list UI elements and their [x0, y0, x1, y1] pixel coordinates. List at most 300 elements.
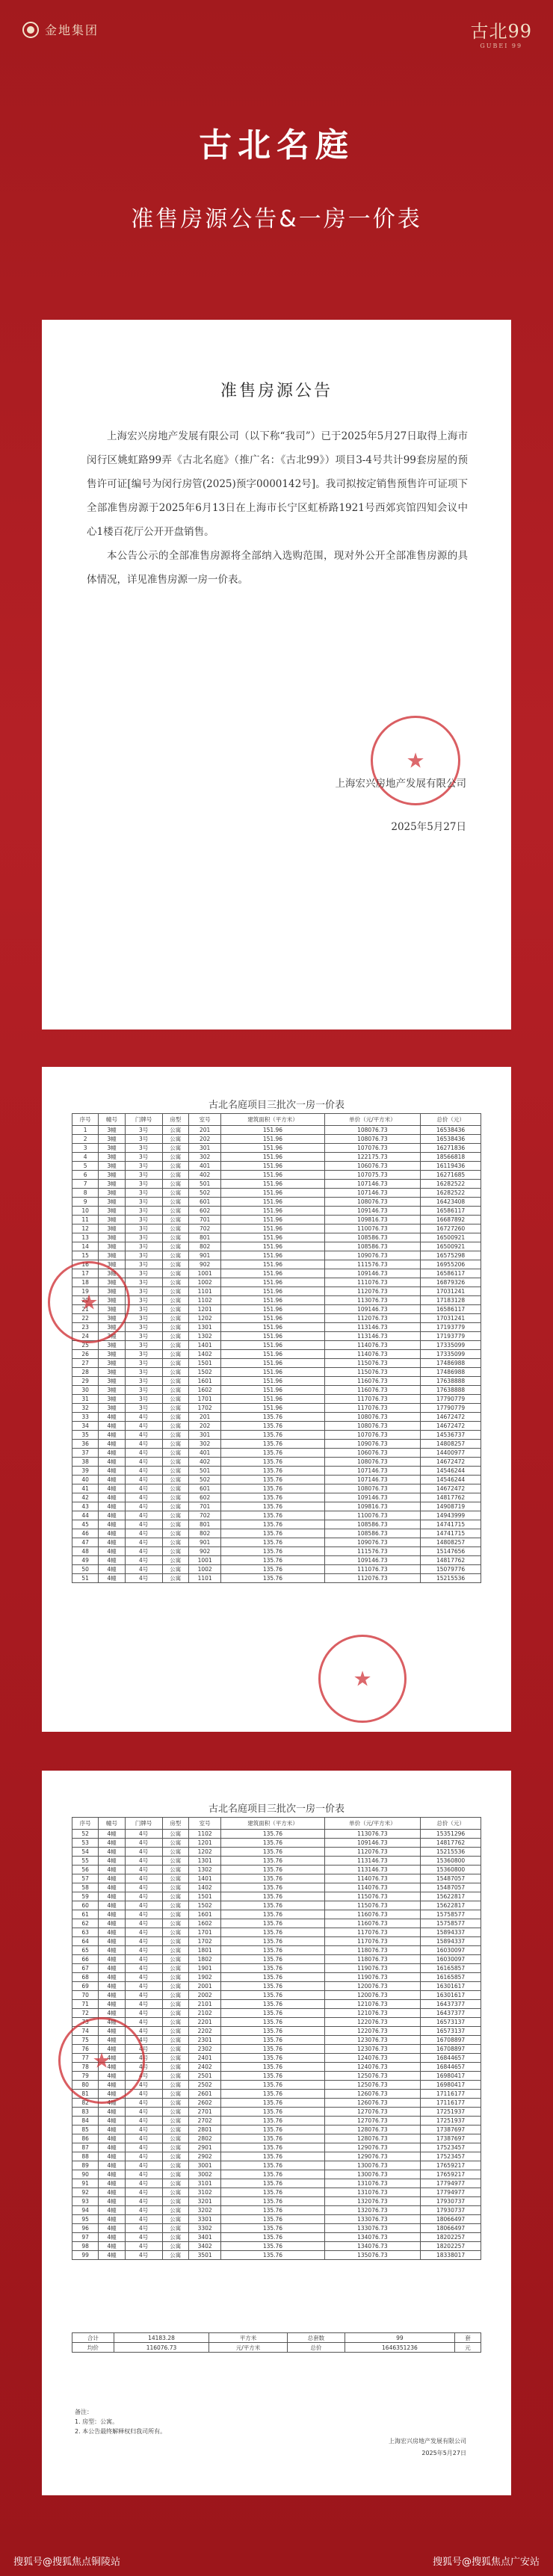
table-cell: 16980417: [421, 2072, 481, 2081]
table-cell: 16423408: [421, 1198, 481, 1207]
table-row: [72, 2197, 481, 2206]
table-cell: 4幢: [99, 1511, 125, 1520]
table-cell: 3号: [125, 1233, 162, 1242]
table-cell: 135.76: [221, 1484, 324, 1493]
table-cell: 4号: [125, 1484, 162, 1493]
table-cell: 3号: [125, 1386, 162, 1395]
table-date: 2025年5月27日: [421, 2450, 466, 2456]
table-cell: 1302: [188, 1332, 220, 1341]
table-cell: 17790779: [421, 1404, 481, 1413]
table-row: [72, 1982, 481, 1991]
table-cell: 3号: [125, 1269, 162, 1278]
table-cell: 16980417: [421, 2081, 481, 2090]
table-company: 上海宏兴房地产发展有限公司: [389, 2438, 466, 2445]
table-cell: 3幢: [99, 1216, 125, 1224]
brand-logo-icon: [22, 22, 39, 38]
table-cell: 135.76: [221, 1538, 324, 1547]
table-cell: 3号: [125, 1341, 162, 1350]
table-cell: 17523457: [421, 2143, 481, 2152]
table-cell: 65: [72, 1946, 99, 1955]
table-cell: 135.76: [221, 2108, 324, 2117]
table-cell: 公寓: [162, 1991, 188, 2000]
table-cell: 公寓: [162, 1162, 188, 1171]
table-cell: 151.96: [221, 1269, 324, 1278]
summary-cell: 均价: [72, 2343, 114, 2353]
table-cell: 公寓: [162, 1955, 188, 1964]
table-cell: 135.76: [221, 2099, 324, 2108]
table-cell: 4幢: [99, 2134, 125, 2143]
table-cell: 3002: [188, 2170, 220, 2179]
table-cell: 3幢: [99, 1189, 125, 1198]
table-cell: 69: [72, 1982, 99, 1991]
table-cell: 公寓: [162, 1395, 188, 1404]
table-cell: 4幢: [99, 2197, 125, 2206]
table-cell: 4号: [125, 2090, 162, 2099]
table-cell: 3幢: [99, 1242, 125, 1251]
table-row: [72, 1866, 481, 1874]
table-cell: 3幢: [99, 1251, 125, 1260]
table-cell: 公寓: [162, 1982, 188, 1991]
column-header: 序号: [72, 1818, 99, 1830]
table-cell: 4: [72, 1153, 99, 1162]
table-cell: 135.76: [221, 1431, 324, 1440]
table-cell: 151.96: [221, 1377, 324, 1386]
table-cell: 公寓: [162, 2018, 188, 2027]
table-row: [72, 1892, 481, 1901]
table-cell: 7: [72, 1180, 99, 1189]
table-cell: 4幢: [99, 1910, 125, 1919]
table-cell: 3号: [125, 1350, 162, 1359]
table-cell: 4幢: [99, 2018, 125, 2027]
table-cell: 3幢: [99, 1377, 125, 1386]
table-cell: 公寓: [162, 1332, 188, 1341]
table-row: [72, 1287, 481, 1296]
table-cell: 14808257: [421, 1538, 481, 1547]
table-cell: 公寓: [162, 1964, 188, 1973]
table-cell: 135.76: [221, 2152, 324, 2161]
table-cell: 3号: [125, 1368, 162, 1377]
table-cell: 公寓: [162, 1368, 188, 1377]
table-cell: 151.96: [221, 1332, 324, 1341]
price-table-a: [72, 1113, 481, 1583]
table-cell: 28: [72, 1368, 99, 1377]
table-cell: 4号: [125, 2045, 162, 2054]
table-cell: 17335099: [421, 1350, 481, 1359]
table-cell: 17116177: [421, 2090, 481, 2099]
table-cell: 87: [72, 2143, 99, 2152]
table-cell: 3号: [125, 1395, 162, 1404]
table-cell: 135.76: [221, 2117, 324, 2125]
table-cell: 135.76: [221, 1857, 324, 1866]
table-cell: 135.76: [221, 1901, 324, 1910]
table-cell: 117076.73: [324, 1937, 421, 1946]
table-cell: 16301617: [421, 1982, 481, 1991]
table-cell: 201: [188, 1413, 220, 1422]
table-cell: 4幢: [99, 1422, 125, 1431]
table-cell: 35: [72, 1431, 99, 1440]
table-cell: 113146.73: [324, 1323, 421, 1332]
table-cell: 902: [188, 1260, 220, 1269]
table-cell: 3401: [188, 2233, 220, 2242]
table-cell: 151.96: [221, 1135, 324, 1144]
table-cell: 109076.73: [324, 1440, 421, 1449]
table-cell: 701: [188, 1502, 220, 1511]
table-cell: 401: [188, 1449, 220, 1458]
table-cell: 3301: [188, 2215, 220, 2224]
table-cell: 公寓: [162, 2081, 188, 2090]
table-cell: 4号: [125, 1529, 162, 1538]
table-cell: 公寓: [162, 1126, 188, 1135]
table-cell: 4号: [125, 1955, 162, 1964]
table-cell: 64: [72, 1937, 99, 1946]
table-row: [72, 1955, 481, 1964]
table-cell: 602: [188, 1207, 220, 1216]
table-cell: 67: [72, 1964, 99, 1973]
table-cell: 4号: [125, 1520, 162, 1529]
table-cell: 3幢: [99, 1171, 125, 1180]
column-header: 幢号: [99, 1818, 125, 1830]
footer-watermark-left: 搜狐号@搜狐焦点铜陵站: [13, 2557, 121, 2568]
table-cell: 801: [188, 1520, 220, 1529]
table-cell: 17638888: [421, 1386, 481, 1395]
table-cell: 4幢: [99, 2143, 125, 2152]
table-cell: 公寓: [162, 1574, 188, 1583]
table-cell: 公寓: [162, 1269, 188, 1278]
table-cell: 113146.73: [324, 1866, 421, 1874]
table-cell: 公寓: [162, 1198, 188, 1207]
table-cell: 134076.73: [324, 2233, 421, 2242]
table-cell: 14817762: [421, 1556, 481, 1565]
table-cell: 4号: [125, 1565, 162, 1574]
table-row: [72, 1431, 481, 1440]
table-cell: 135.76: [221, 1964, 324, 1973]
table-cell: 60: [72, 1901, 99, 1910]
table-cell: 112076.73: [324, 1574, 421, 1583]
table-cell: 3号: [125, 1189, 162, 1198]
table-cell: 17930737: [421, 2206, 481, 2215]
table-cell: 135.76: [221, 2233, 324, 2242]
table-cell: 14672472: [421, 1422, 481, 1431]
page-title: 古北名庭: [199, 126, 354, 164]
table-cell: 4幢: [99, 2179, 125, 2188]
summary-cell: 平方米: [209, 2333, 288, 2343]
table-cell: 4幢: [99, 1556, 125, 1565]
table-cell: 116076.73: [324, 1919, 421, 1928]
column-header: 总价（元）: [421, 1114, 481, 1126]
table-row: [72, 1839, 481, 1848]
table-row: [72, 1404, 481, 1413]
table-cell: 135.76: [221, 1937, 324, 1946]
table-cell: 4号: [125, 2125, 162, 2134]
table-cell: 4号: [125, 2143, 162, 2152]
table-cell: 3幢: [99, 1368, 125, 1377]
table-cell: 1902: [188, 1973, 220, 1982]
table-cell: 135.76: [221, 2215, 324, 2224]
table-cell: 1002: [188, 1278, 220, 1287]
table-cell: 14546244: [421, 1476, 481, 1484]
table-cell: 16575298: [421, 1251, 481, 1260]
table-cell: 135.76: [221, 1946, 324, 1955]
table-cell: 公寓: [162, 1848, 188, 1857]
table-cell: 4号: [125, 2206, 162, 2215]
table-cell: 52: [72, 1830, 99, 1839]
table-cell: 4幢: [99, 1413, 125, 1422]
table-cell: 公寓: [162, 1377, 188, 1386]
table-cell: 1801: [188, 1946, 220, 1955]
table-cell: 3幢: [99, 1135, 125, 1144]
table-cell: 83: [72, 2108, 99, 2117]
table-cell: 106076.73: [324, 1449, 421, 1458]
table-cell: 1702: [188, 1937, 220, 1946]
table-cell: 公寓: [162, 2099, 188, 2108]
table-cell: 4幢: [99, 2090, 125, 2099]
table-cell: 公寓: [162, 2143, 188, 2152]
table-row: [72, 2134, 481, 2143]
table-cell: 3号: [125, 1126, 162, 1135]
left-brand-logo: [22, 21, 99, 38]
table-cell: 135.76: [221, 2072, 324, 2081]
table-cell: 3号: [125, 1359, 162, 1368]
table-row: [72, 1242, 481, 1251]
table-cell: 公寓: [162, 1910, 188, 1919]
table-cell: 1101: [188, 1287, 220, 1296]
table-cell: 公寓: [162, 2188, 188, 2197]
table-row: [72, 2215, 481, 2224]
table-cell: 1201: [188, 1305, 220, 1314]
table-cell: 113076.73: [324, 1296, 421, 1305]
table-cell: 88: [72, 2152, 99, 2161]
table-cell: 4幢: [99, 1991, 125, 2000]
table-cell: 107146.73: [324, 1467, 421, 1476]
table-cell: 124076.73: [324, 2063, 421, 2072]
table-cell: 202: [188, 1422, 220, 1431]
table-cell: 4幢: [99, 2063, 125, 2072]
table-cell: 16586117: [421, 1207, 481, 1216]
table-cell: 1102: [188, 1830, 220, 1839]
table-cell: 98: [72, 2242, 99, 2251]
table-cell: 公寓: [162, 1547, 188, 1556]
table-cell: 2501: [188, 2072, 220, 2081]
table-cell: 112076.73: [324, 1314, 421, 1323]
table-row: [72, 1502, 481, 1511]
table-cell: 17523457: [421, 2152, 481, 2161]
table-cell: 108586.73: [324, 1233, 421, 1242]
column-header: 房型: [162, 1818, 188, 1830]
table-cell: 4号: [125, 2233, 162, 2242]
page-subtitle: 准售房源公告&一房一价表: [131, 206, 422, 232]
table-cell: 4号: [125, 1556, 162, 1565]
table-cell: 16030097: [421, 1955, 481, 1964]
table-cell: 78: [72, 2063, 99, 2072]
table-row: [72, 1224, 481, 1233]
table-cell: 151.96: [221, 1216, 324, 1224]
table-cell: 4幢: [99, 1919, 125, 1928]
table-cell: 2402: [188, 2063, 220, 2072]
table-cell: 108586.73: [324, 1520, 421, 1529]
table-cell: 135.76: [221, 2134, 324, 2143]
column-header: 序号: [72, 1114, 99, 1126]
table-cell: 3号: [125, 1296, 162, 1305]
table-cell: 122076.73: [324, 2018, 421, 2027]
notice-sheet: [42, 320, 511, 1030]
table-cell: 151.96: [221, 1341, 324, 1350]
table-cell: 1101: [188, 1574, 220, 1583]
table-cell: 1702: [188, 1404, 220, 1413]
table-cell: 16437377: [421, 2000, 481, 2009]
table-cell: 301: [188, 1144, 220, 1153]
table-cell: 15894337: [421, 1937, 481, 1946]
table-row: [72, 1937, 481, 1946]
right-brand-subtext: GUBEI 99: [480, 43, 523, 49]
table-cell: 1402: [188, 1883, 220, 1892]
table-cell: 901: [188, 1251, 220, 1260]
table-cell: 15622817: [421, 1892, 481, 1901]
table-cell: 3201: [188, 2197, 220, 2206]
table-cell: 4幢: [99, 2072, 125, 2081]
official-seal-icon: [48, 1261, 130, 1343]
table-cell: 71: [72, 2000, 99, 2009]
table-cell: 4幢: [99, 1502, 125, 1511]
table-row: [72, 1493, 481, 1502]
table-cell: 134076.73: [324, 2242, 421, 2251]
table-cell: 20: [72, 1296, 99, 1305]
column-header: 总价（元）: [421, 1818, 481, 1830]
table-cell: 151.96: [221, 1386, 324, 1395]
notice-title: 准售房源公告: [220, 382, 333, 400]
table-cell: 4号: [125, 2251, 162, 2260]
table-cell: 16844657: [421, 2054, 481, 2063]
table-cell: 94: [72, 2206, 99, 2215]
table-cell: 135.76: [221, 2197, 324, 2206]
table-cell: 公寓: [162, 1449, 188, 1458]
summary-cell: 合计: [72, 2333, 114, 2343]
table-cell: 4号: [125, 1830, 162, 1839]
table-cell: 96: [72, 2224, 99, 2233]
table-cell: 16573137: [421, 2018, 481, 2027]
table-cell: 109146.73: [324, 1207, 421, 1216]
table-cell: 16955206: [421, 1260, 481, 1269]
table-cell: 5: [72, 1162, 99, 1171]
table-cell: 112076.73: [324, 1848, 421, 1857]
table-cell: 1301: [188, 1323, 220, 1332]
notice-company: 上海宏兴房地产发展有限公司: [335, 778, 466, 790]
table-cell: 3幢: [99, 1287, 125, 1296]
table-cell: 2802: [188, 2134, 220, 2143]
table-cell: 127076.73: [324, 2108, 421, 2117]
table-row: [72, 1565, 481, 1574]
table-cell: 3幢: [99, 1404, 125, 1413]
summary-cell: 116076.73: [114, 2343, 208, 2353]
footer-watermark-right: 搜狐号@搜狐焦点广安站: [432, 2557, 540, 2568]
table-cell: 107146.73: [324, 1189, 421, 1198]
table-cell: 17638888: [421, 1377, 481, 1386]
table-cell: 4幢: [99, 1874, 125, 1883]
table-cell: 公寓: [162, 1135, 188, 1144]
table-row: [72, 1413, 481, 1422]
table-cell: 66: [72, 1955, 99, 1964]
table-cell: 4号: [125, 1511, 162, 1520]
table-cell: 17486988: [421, 1359, 481, 1368]
table-cell: 114076.73: [324, 1341, 421, 1350]
table-cell: 3号: [125, 1171, 162, 1180]
summary-table: [72, 2332, 481, 2353]
table-cell: 公寓: [162, 2233, 188, 2242]
table-row: [72, 1458, 481, 1467]
table-cell: 4号: [125, 1848, 162, 1857]
table-cell: 115076.73: [324, 1359, 421, 1368]
table-cell: 2902: [188, 2152, 220, 2161]
table-row: [72, 1269, 481, 1278]
table-cell: 3幢: [99, 1198, 125, 1207]
table-row: [72, 1332, 481, 1341]
table-cell: 117076.73: [324, 1395, 421, 1404]
table-cell: 4号: [125, 1493, 162, 1502]
table-cell: 4号: [125, 2224, 162, 2233]
table-cell: 56: [72, 1866, 99, 1874]
table-cell: 3幢: [99, 1233, 125, 1242]
left-brand-text: 金地集团: [45, 23, 99, 37]
table-cell: 3号: [125, 1404, 162, 1413]
table-cell: 4号: [125, 2036, 162, 2045]
table-cell: 4幢: [99, 1431, 125, 1440]
table-cell: 公寓: [162, 1440, 188, 1449]
table-cell: 公寓: [162, 1830, 188, 1839]
price-table-sheet-1: [42, 1067, 511, 1732]
table-cell: 17031241: [421, 1314, 481, 1323]
table-cell: 15: [72, 1251, 99, 1260]
table-cell: 16030097: [421, 1946, 481, 1955]
table-signature: [389, 2436, 466, 2459]
table-cell: 14400977: [421, 1449, 481, 1458]
table-cell: 14672472: [421, 1458, 481, 1467]
table-cell: 公寓: [162, 1467, 188, 1476]
table-cell: 135.76: [221, 2054, 324, 2063]
table-cell: 16: [72, 1260, 99, 1269]
table-cell: 4幢: [99, 2152, 125, 2161]
table-cell: 84: [72, 2117, 99, 2125]
table-cell: 8: [72, 1189, 99, 1198]
table-cell: 135.76: [221, 2081, 324, 2090]
table-cell: 401: [188, 1162, 220, 1171]
table-cell: 公寓: [162, 1874, 188, 1883]
column-header: 幢号: [99, 1114, 125, 1126]
table-cell: 3号: [125, 1332, 162, 1341]
table-cell: 16687892: [421, 1216, 481, 1224]
table-cell: 15360800: [421, 1866, 481, 1874]
table-cell: 47: [72, 1538, 99, 1547]
table-cell: 125076.73: [324, 2081, 421, 2090]
table-cell: 4幢: [99, 2215, 125, 2224]
table-cell: 3幢: [99, 1386, 125, 1395]
table-cell: 1601: [188, 1910, 220, 1919]
table-cell: 2602: [188, 2099, 220, 2108]
table-cell: 29: [72, 1377, 99, 1386]
table-cell: 135.76: [221, 1440, 324, 1449]
table-cell: 135.76: [221, 1839, 324, 1848]
table-cell: 4号: [125, 1502, 162, 1511]
table-cell: 601: [188, 1484, 220, 1493]
table-cell: 18202257: [421, 2233, 481, 2242]
table-cell: 112076.73: [324, 1287, 421, 1296]
table-cell: 109816.73: [324, 1216, 421, 1224]
table-cell: 122076.73: [324, 2027, 421, 2036]
table-cell: 37: [72, 1449, 99, 1458]
column-header: 室号: [188, 1114, 220, 1126]
table-cell: 4号: [125, 1928, 162, 1937]
table-cell: 135.76: [221, 2224, 324, 2233]
table-cell: 14672472: [421, 1413, 481, 1422]
column-header: 门牌号: [125, 1114, 162, 1126]
